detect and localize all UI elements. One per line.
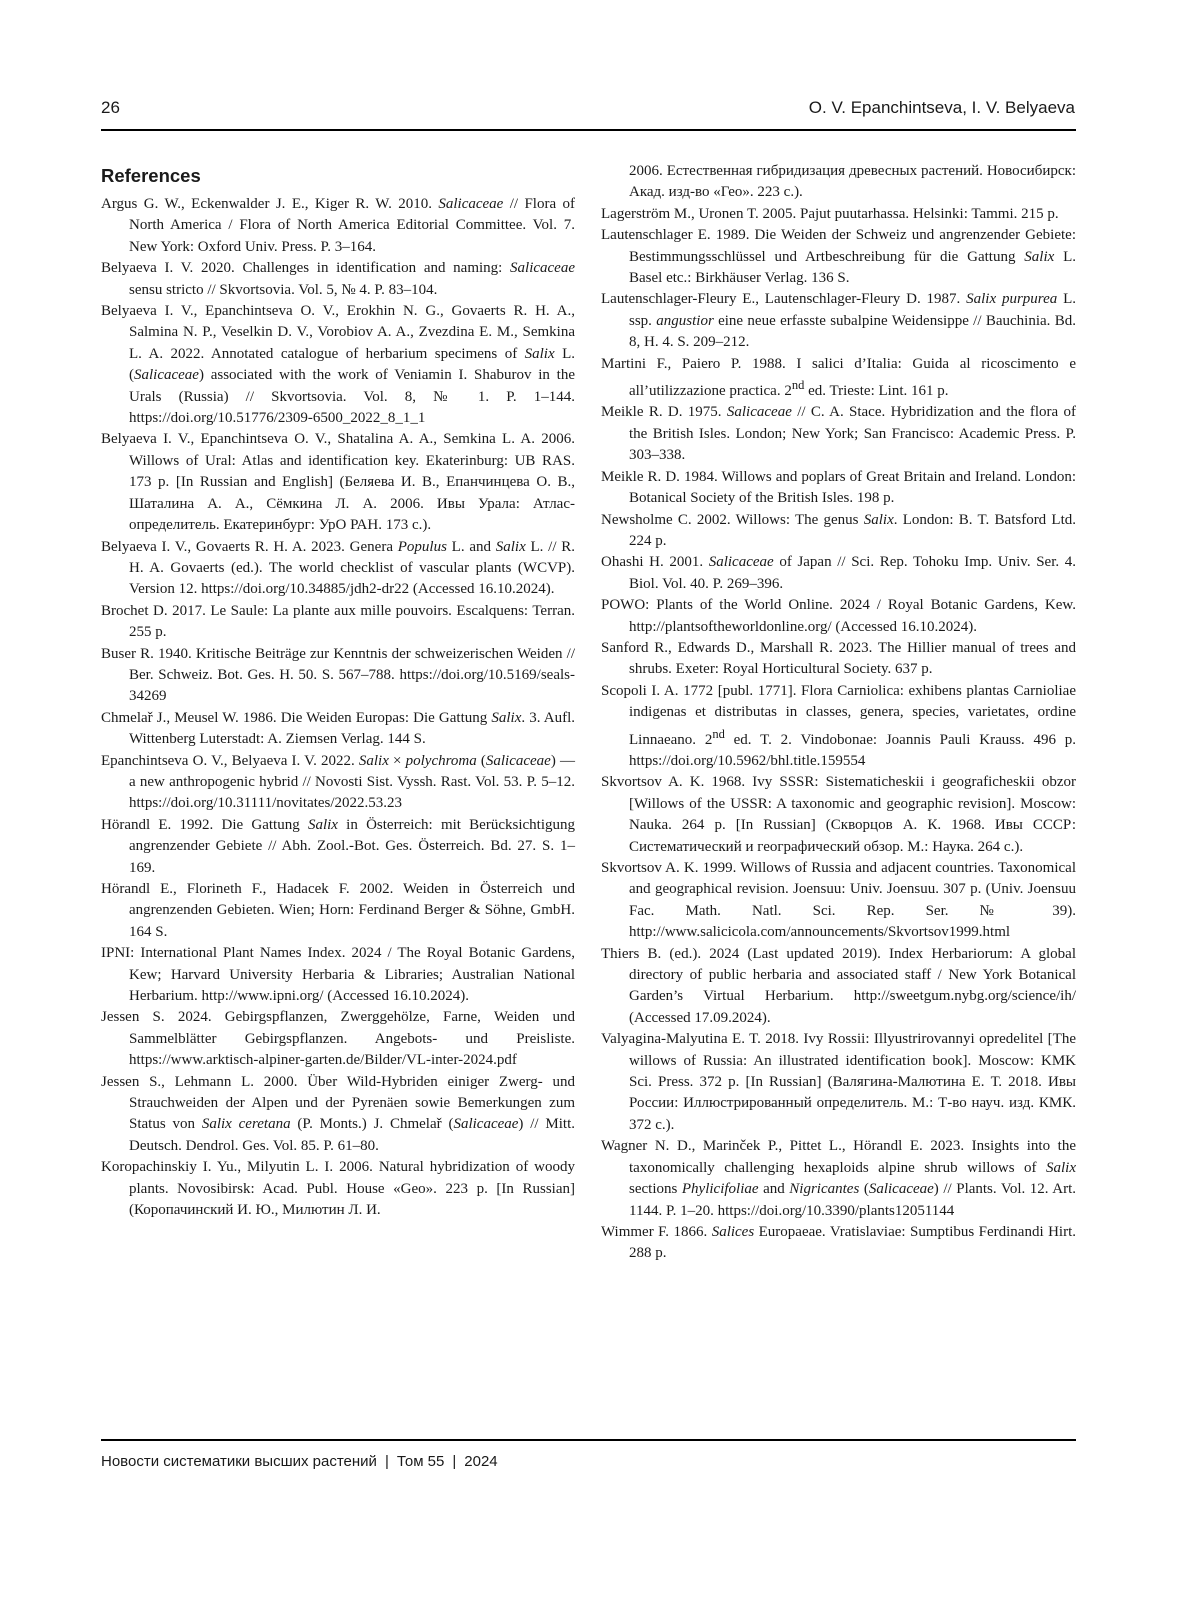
reference-entry: Jessen S. 2024. Gebirgspflanzen, Zwerggehölze, Farne, Weiden und Sammelblätter Gebirgspflanzen. Angebots- und Preisliste. https://www.arktisch-alpiner-garten.de/Bilder/VL-inter-2024.pdf bbox=[101, 1009, 575, 1069]
references-left-column bbox=[101, 164, 575, 1222]
reference-entry: Wagner N. D., Marinček P., Pittet L., Hörandl E. 2023. Insights into the taxonomically challenging hexaploids alpine shrub willows of Salix sections Phylicifoliae and Nigricantes (Salicaceae) // Plants. Vol. 12. Art. 1144. P. 1–20. https://doi.org/10.3390/plants12051144 bbox=[601, 1138, 1076, 1219]
footer-separator: | bbox=[384, 1453, 389, 1470]
reference-list-right bbox=[601, 204, 1076, 1265]
reference-entry: Scopoli I. A. 1772 [publ. 1771]. Flora Carniolica: exhibens plantas Carnioliae indigenas et distributas in classes, genera, species, varietates, ordine Linnaeano. 2nd ed. T. 2. Vindobonae: Joannis Pauli Krauss. 496 p. https://doi.org/10.5962/bhl.title.159554 bbox=[601, 682, 1076, 769]
page-number: 26 bbox=[101, 98, 120, 117]
volume-number: Том 55 bbox=[396, 1453, 445, 1470]
journal-title: Новости систематики высших растений bbox=[101, 1453, 377, 1470]
reference-entry: Lautenschlager-Fleury E., Lautenschlager-Fleury D. 1987. Salix purpurea L. ssp. angustior eine neue erfasste subalpine Weidensippe // Bauchinia. Bd. 8, H. 4. S. 209–212. bbox=[601, 291, 1076, 351]
reference-list-left bbox=[101, 194, 575, 1222]
reference-entry: Thiers B. (ed.). 2024 (Last updated 2019). Index Herbariorum: A global directory of public herbaria and associated staff / New York Botanical Garden’s Virtual Herbarium. http://sweetgum.nybg.org/science/ih/ (Accessed 17.09.2024). bbox=[601, 945, 1076, 1026]
reference-entry: Meikle R. D. 1984. Willows and poplars of Great Britain and Ireland. London: Botanical Society of the British Isles. 198 p. bbox=[601, 468, 1076, 507]
footer bbox=[101, 1453, 498, 1470]
footer-rule bbox=[101, 1439, 1076, 1441]
reference-continuation: 2006. Естественная гибридизация древесных растений. Новосибирск: Акад. изд-во «Гео». 223 с.). bbox=[629, 163, 1076, 201]
header-rule bbox=[101, 129, 1076, 131]
reference-entry: Epanchintseva O. V., Belyaeva I. V. 2022. Salix × polychroma (Salicaceae) — a new anthropogenic hybrid // Novosti Sist. Vyssh. Rast. Vol. 53. P. 5–12. https://doi.org/10.31111/novitates/2022.53.23 bbox=[101, 752, 575, 812]
reference-entry: Wimmer F. 1866. Salices Europaeae. Vratislaviae: Sumptibus Ferdinandi Hirt. 288 p. bbox=[601, 1223, 1076, 1262]
reference-entry: Brochet D. 2017. Le Saule: La plante aux mille pouvoirs. Escalquens: Terran. 255 p. bbox=[101, 602, 575, 641]
reference-entry: Skvortsov A. K. 1968. Ivy SSSR: Sistematicheskii i geograficheskii obzor [Willows of the USSR: A taxonomic and geographic revision]. Moscow: Nauka. 264 p. [In Russian] (Скворцов А. К. 1968. Ивы СССР: Систематический и географический обзор. М.: Наука. 264 с.). bbox=[601, 774, 1076, 855]
reference-entry: Martini F., Paiero P. 1988. I salici d’Italia: Guida al ricoscimento e all’utilizzazione practica. 2nd ed. Trieste: Lint. 161 p. bbox=[601, 355, 1076, 400]
reference-entry: Koropachinskiy I. Yu., Milyutin L. I. 2006. Natural hybridization of woody plants. Novosibirsk: Acad. Publ. House «Geo». 223 p. [In Russian] (Коропачинский И. Ю., Милютин Л. И. bbox=[101, 1159, 575, 1219]
publication-year: 2024 bbox=[464, 1453, 498, 1470]
reference-entry: Meikle R. D. 1975. Salicaceae // C. A. Stace. Hybridization and the flora of the British Isles. London; New York; San Francisco: Academic Press. P. 303–338. bbox=[601, 404, 1076, 464]
reference-entry: IPNI: International Plant Names Index. 2024 / The Royal Botanic Gardens, Kew; Harvard University Herbaria & Libraries; Australian National Herbarium. http://www.ipni.org/ (Accessed 16.10.2024). bbox=[101, 945, 575, 1005]
references-right-column bbox=[601, 161, 1076, 1265]
reference-entry: Chmelař J., Meusel W. 1986. Die Weiden Europas: Die Gattung Salix. 3. Aufl. Wittenberg Luterstadt: A. Ziemsen Verlag. 144 S. bbox=[101, 709, 575, 748]
reference-entry: Hörandl E. 1992. Die Gattung Salix in Österreich: mit Berücksichtigung angrenzender Gebiete // Abh. Zool.-Bot. Ges. Österreich. Bd. 27. S. 1–169. bbox=[101, 816, 575, 876]
footer-separator: | bbox=[452, 1453, 457, 1470]
reference-entry: Belyaeva I. V., Epanchintseva O. V., Shatalina A. A., Semkina L. A. 2006. Willows of Ural: Atlas and identification key. Ekaterinburg: UB RAS. 173 p. [In Russian and English] (Беляева И. В., Епанчинцева О. В., Шаталина А. А., Сёмкина Л. А. 2006. Ивы Урала: Атлас-определитель. Екатеринбург: УрО РАН. 173 с.). bbox=[101, 431, 575, 534]
reference-entry: Belyaeva I. V., Govaerts R. H. A. 2023. Genera Populus L. and Salix L. // R. H. A. Govaerts (ed.). The world checklist of vascular plants (WCVP). Version 12. https://doi.org/10.34885/jdh2-dr22 (Accessed 16.10.2024). bbox=[101, 538, 575, 598]
reference-entry: Valyagina-Malyutina E. T. 2018. Ivy Rossii: Illyustrirovannyi opredelitel [The willows of Russia: An illustrated identification book]. Moscow: KMK Sci. Press. 372 p. [In Russian] (Валягина-Малютина Е. Т. 2018. Ивы России: Иллюстрированный определитель. М.: Т-во науч. изд. КМК. 372 с.). bbox=[601, 1031, 1076, 1133]
reference-entry: Hörandl E., Florineth F., Hadacek F. 2002. Weiden in Österreich und angrenzenden Gebieten. Wien; Horn: Ferdinand Berger & Söhne, GmbH. 164 S. bbox=[101, 881, 575, 940]
reference-entry: Belyaeva I. V. 2020. Challenges in identification and naming: Salicaceae sensu stricto // Skvortsovia. Vol. 5, № 4. P. 83–104. bbox=[101, 260, 575, 298]
reference-entry: Buser R. 1940. Kritische Beiträge zur Kenntnis der schweizerischen Weiden // Ber. Schweiz. Bot. Ges. H. 50. S. 567–788. https://doi.org/10.5169/seals-34269 bbox=[101, 645, 575, 705]
running-head-authors: O. V. Epanchintseva, I. V. Belyaeva bbox=[808, 98, 1075, 117]
reference-entry: POWO: Plants of the World Online. 2024 / Royal Botanic Gardens, Kew. http://plantsoftheworldonline.org/ (Accessed 16.10.2024). bbox=[601, 597, 1076, 635]
reference-entry: Belyaeva I. V., Epanchintseva O. V., Erokhin N. G., Govaerts R. H. A., Salmina N. P., Veselkin D. V., Vorobiov A. A., Zvezdina E. M., Semkina L. A. 2022. Annotated catalogue of herbarium specimens of Salix L. (Salicaceae) associated with the work of Veniamin I. Shaburov in the Urals (Russia) // Skvortsovia. Vol. 8, № 1. P. 1–144. https://doi.org/10.51776/2309-6500_2022_8_1_1 bbox=[101, 303, 575, 427]
reference-entry: Lautenschlager E. 1989. Die Weiden der Schweiz und angrenzender Gebiete: Bestimmungsschlüssel und Artbeschreibung für die Gattung Salix L. Basel etc.: Birkhäuser Verlag. 136 S. bbox=[601, 227, 1076, 287]
reference-entry: Lagerström M., Uronen T. 2005. Pajut puutarhassa. Helsinki: Tammi. 215 p. bbox=[601, 205, 1059, 222]
reference-entry: Ohashi H. 2001. Salicaceae of Japan // Sci. Rep. Tohoku Imp. Univ. Ser. 4. Biol. Vol. 40. P. 269–396. bbox=[601, 554, 1076, 592]
reference-entry: Skvortsov A. K. 1999. Willows of Russia and adjacent countries. Taxonomical and geographical revision. Joensuu: Univ. Joensuu. 307 p. (Univ. Joensuu Fac. Math. Natl. Sci. Rep. Ser. № 39). http://www.salicicola.com/announcements/Skvortsov1999.html bbox=[601, 860, 1076, 941]
reference-entry: Newsholme C. 2002. Willows: The genus Salix. London: B. T. Batsford Ltd. 224 p. bbox=[601, 511, 1077, 549]
reference-entry: Sanford R., Edwards D., Marshall R. 2023. The Hillier manual of trees and shrubs. Exeter: Royal Horticultural Society. 637 p. bbox=[601, 639, 1076, 678]
section-title: References bbox=[101, 165, 201, 186]
reference-entry: Argus G. W., Eckenwalder J. E., Kiger R. W. 2010. Salicaceae // Flora of North America / Flora of North America Editorial Committee. Vol. 7. New York: Oxford Univ. Press. P. 3–164. bbox=[101, 196, 575, 255]
reference-entry: Jessen S., Lehmann L. 2000. Über Wild-Hybriden einiger Zwerg- und Strauchweiden der Alpen und der Pyrenäen sowie Bemerkungen zum Status von Salix ceretana (P. Monts.) J. Chmelař (Salicaceae) // Mitt. Deutsch. Dendrol. Ges. Vol. 85. P. 61–80. bbox=[101, 1073, 575, 1154]
